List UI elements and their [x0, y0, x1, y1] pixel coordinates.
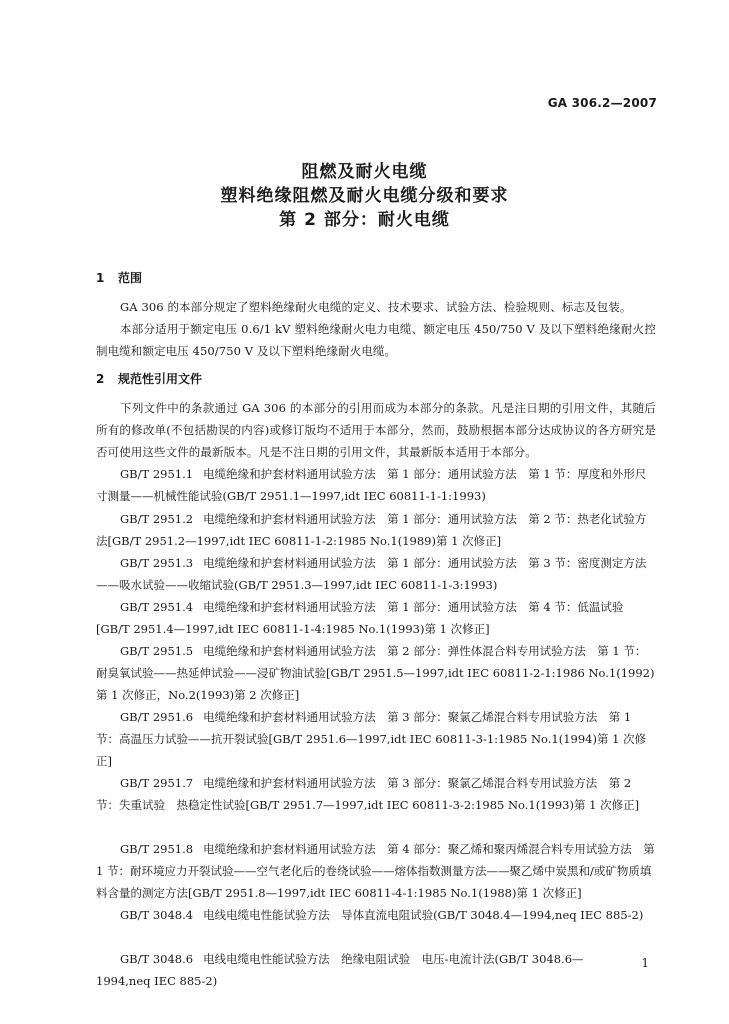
reference-text: 电缆绝缘和护套材料通用试验方法 第 2 部分：弹性体混合料专用试验方法 第 1 节：耐臭氧试验——热延伸试验——浸矿物油试验[GB/T 2951.5—1997,idt IEC 60811-2-1:1986 No.1(1992)第 1 次修正，No.2(1993)第 2 次修正]: [96, 644, 655, 702]
reference-code: GB/T 3048.6: [120, 952, 194, 966]
section-1-number: 1: [96, 271, 105, 285]
section-2-heading: [96, 370, 202, 387]
reference-item: [96, 904, 656, 926]
reference-text: 电缆绝缘和护套材料通用试验方法 第 3 部分：聚氯乙烯混合料专用试验方法 第 2 节：失重试验 热稳定性试验[GB/T 2951.7—1997,idt IEC 60811-3-2:1985 No.1(1993)第 1 次修正]: [96, 776, 640, 812]
section-1-paragraph-1: GA 306 的本部分规定了塑料绝缘耐火电缆的定义、技术要求、试验方法、检验规则、标志及包装。: [120, 300, 632, 314]
section-1-paragraph-2: 本部分适用于额定电压 0.6/1 kV 塑料绝缘耐火电力电缆、额定电压 450/750 V 及以下塑料绝缘耐火控制电缆和额定电压 450/750 V 及以下塑料绝缘耐火电缆。: [96, 322, 656, 358]
title-line-3: 第 2 部分：耐火电缆: [279, 210, 450, 230]
reference-text: 电缆绝缘和护套材料通用试验方法 第 1 部分：通用试验方法 第 1 节：厚度和外形尺寸测量——机械性能试验(GB/T 2951.1—1997,idt IEC 60811-1-1:1993): [96, 467, 647, 503]
section-2-title: 规范性引用文件: [118, 372, 203, 386]
reference-code: GB/T 2951.2: [120, 512, 194, 526]
page-number: 1: [641, 956, 649, 970]
reference-code: GB/T 2951.5: [120, 644, 194, 658]
section-1-heading: [96, 269, 142, 286]
reference-text: 电缆绝缘和护套材料通用试验方法 第 1 部分：通用试验方法 第 2 节：热老化试验方法[GB/T 2951.2—1997,idt IEC 60811-1-2:1985 No.1(1989)第 1 次修正]: [96, 512, 647, 548]
reference-code: GB/T 2951.4: [120, 600, 194, 614]
reference-item: [96, 552, 656, 596]
reference-item: [96, 508, 656, 552]
reference-text: 电线电缆电性能试验方法 绝缘电阻试验 电压-电流计法(GB/T 3048.6—1994,neq IEC 885-2): [96, 952, 584, 988]
reference-item: [96, 948, 616, 992]
section-2-intro: 下列文件中的条款通过 GA 306 的本部分的引用而成为本部分的条款。凡是注日期的引用文件，其随后所有的修改单(不包括勘误的内容)或修订版均不适用于本部分，然而，鼓励根据本部分达成协议的各方研究是否可使用这些文件的最新版本。凡是不注日期的引用文件，其最新版本适用于本部分。: [96, 401, 656, 459]
document-title: [0, 160, 729, 232]
reference-text: 电缆绝缘和护套材料通用试验方法 第 4 部分：聚乙烯和聚丙烯混合料专用试验方法 第 1 节：耐环境应力开裂试验——空气老化后的卷绕试验——熔体指数测量方法——聚乙烯中炭黑和/或矿物质填料含量的测定方法[GB/T 2951.8—1997,idt IEC 60811-4-1:1985 No.1(1988)第 1 次修正]: [96, 842, 655, 900]
reference-text: 电缆绝缘和护套材料通用试验方法 第 1 部分：通用试验方法 第 3 节：密度测定方法——吸水试验——收缩试验(GB/T 2951.3—1997,idt IEC 60811-1-3:1993): [96, 556, 647, 592]
reference-code: GB/T 3048.4: [120, 908, 194, 922]
reference-item: [96, 596, 656, 640]
reference-text: 电缆绝缘和护套材料通用试验方法 第 3 部分：聚氯乙烯混合料专用试验方法 第 1 节：高温压力试验——抗开裂试验[GB/T 2951.6—1997,idt IEC 60811-3-1:1985 No.1(1994)第 1 次修正]: [96, 710, 647, 768]
reference-item: [96, 772, 656, 816]
title-line-1: 阻燃及耐火电缆: [301, 162, 428, 182]
title-line-2: 塑料绝缘阻燃及耐火电缆分级和要求: [220, 186, 509, 206]
standard-code: GA 306.2—2007: [547, 96, 657, 110]
reference-item: [96, 463, 656, 507]
reference-code: GB/T 2951.6: [120, 710, 194, 724]
reference-code: GB/T 2951.3: [120, 556, 194, 570]
reference-code: GB/T 2951.1: [120, 467, 194, 481]
reference-item: [96, 706, 656, 772]
reference-code: GB/T 2951.8: [120, 842, 194, 856]
reference-text: 电线电缆电性能试验方法 导体直流电阻试验(GB/T 3048.4—1994,neq IEC 885-2): [203, 908, 644, 922]
reference-item: [96, 838, 656, 904]
reference-code: GB/T 2951.7: [120, 776, 194, 790]
reference-item: [96, 640, 656, 706]
reference-text: 电缆绝缘和护套材料通用试验方法 第 1 部分：通用试验方法 第 4 节：低温试验[GB/T 2951.4—1997,idt IEC 60811-1-4:1985 No.1(1993)第 1 次修正]: [96, 600, 624, 636]
section-1-title: 范围: [118, 271, 143, 285]
section-2-number: 2: [96, 372, 105, 386]
